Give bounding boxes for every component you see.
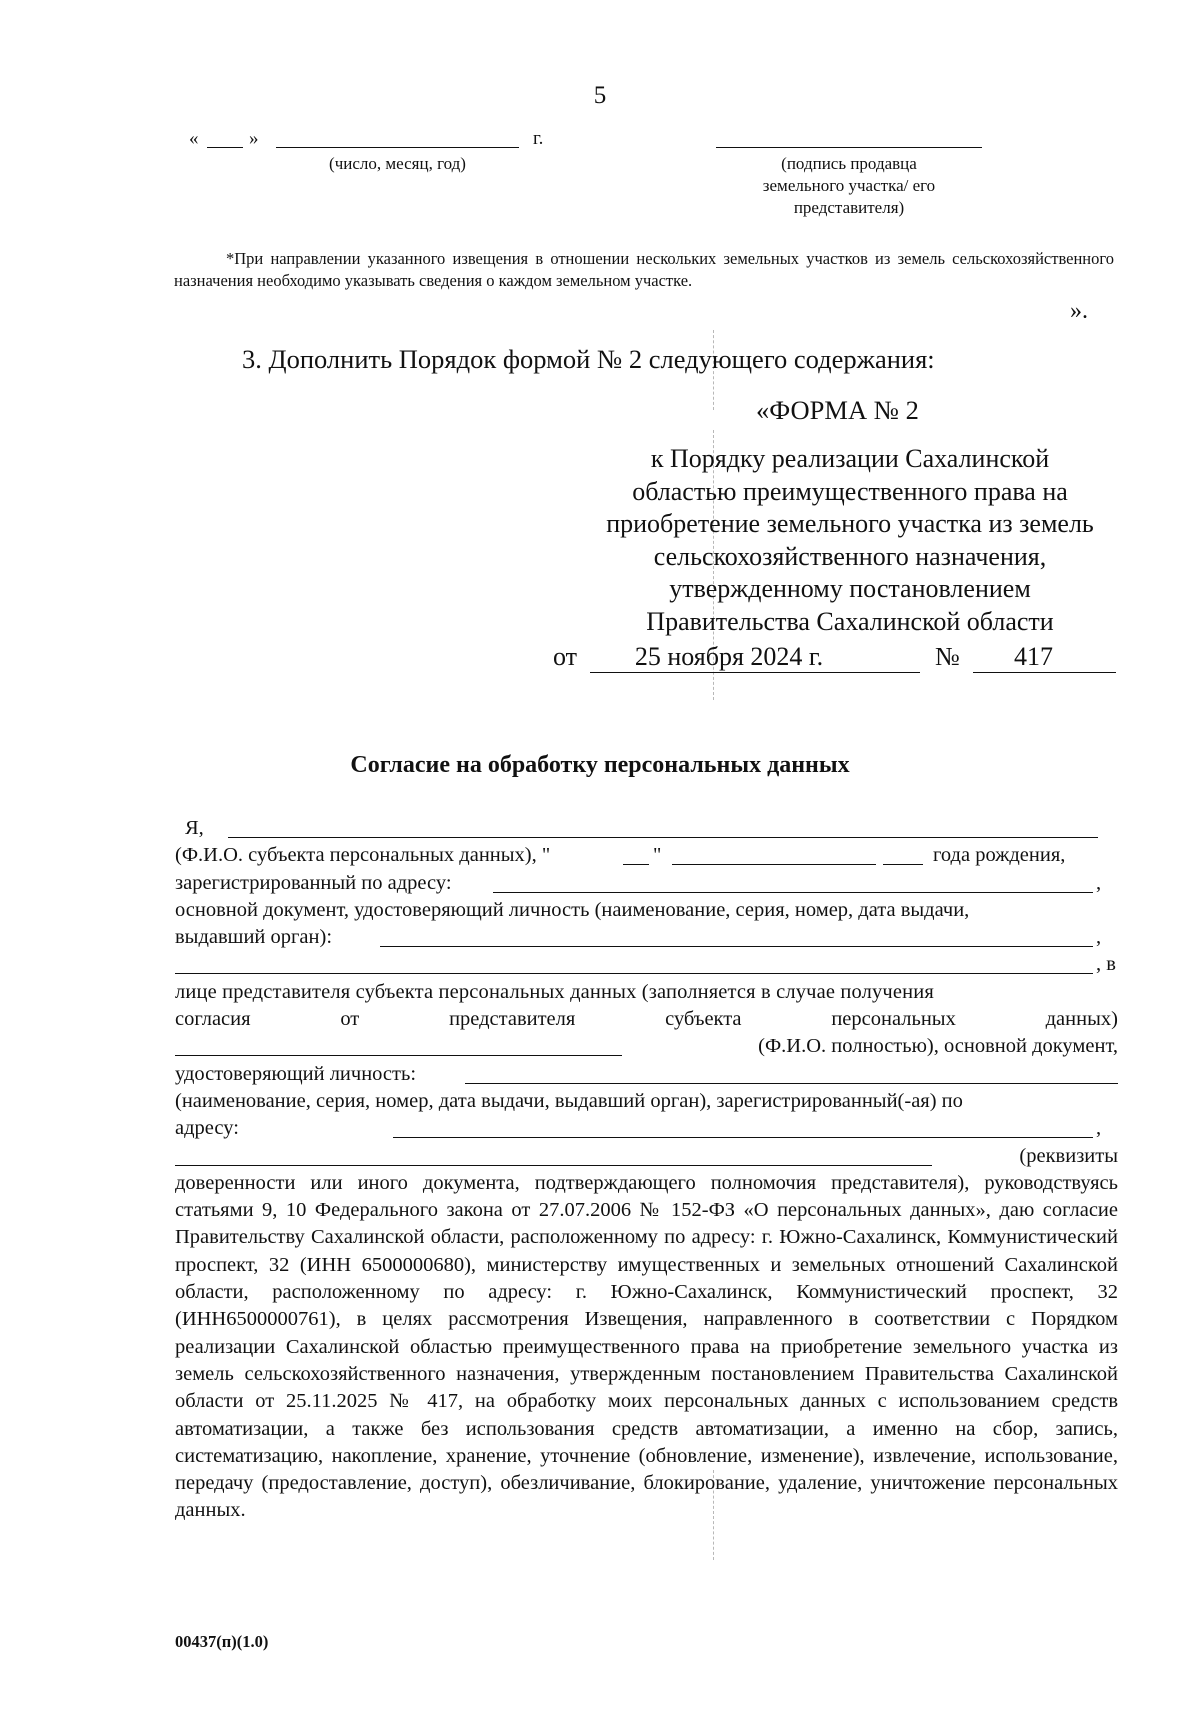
decree-number-underline <box>973 672 1116 673</box>
rep-word: персональных <box>831 1008 956 1031</box>
decree-date: 25 ноября 2024 г. <box>634 642 824 671</box>
birth-label: года рождения, <box>933 844 1066 867</box>
seller-caption: (подпись продавца земельного участка/ его представителя) <box>762 154 936 217</box>
form-title: «ФОРМА № 2 <box>756 395 919 425</box>
form-row-issuer <box>175 924 1118 951</box>
year-suffix: г. <box>533 128 544 149</box>
month-year-blank <box>276 147 519 148</box>
document-code: 00437(п)(1.0) <box>175 1632 269 1651</box>
form-row-document <box>175 897 1118 924</box>
rep-word: от <box>340 1008 360 1031</box>
decree-number-label: № <box>935 642 960 671</box>
rep-line-3: (Ф.И.О. полностью), основной документ, <box>758 1035 1118 1058</box>
representative-address-field[interactable] <box>393 1119 1093 1138</box>
form-row-rep2 <box>175 1006 1118 1033</box>
decree-from-label: от <box>553 642 578 671</box>
birth-year-field[interactable] <box>883 846 923 865</box>
form-row-name <box>175 815 1118 842</box>
birth-month-field[interactable] <box>672 846 876 865</box>
name-field[interactable] <box>228 819 1098 838</box>
fio-quote-close: " <box>653 844 662 867</box>
address-label: адресу: <box>175 1117 239 1140</box>
rep-word: данных) <box>1045 1008 1118 1031</box>
consent-paragraph: доверенности или иного документа, подтверждающего полномочия представителя), руководствуясь статьями 9, 10 Федерального закона от 27.07.2006 № 152-ФЗ «О персональных данных», даю согласие Правительству Сахалинской области, расположенному по адресу: г. Южно-Сахалинск, Коммунистический проспект, 32 (ИНН 6500000680), министерству имущественных и земельных отношений Сахалинской области, расположенному по адресу: г. Южно-Сахалинск, Коммунистический проспект, 32 (ИНН6500000761), в целях рассмотрения Извещения, направленного в соответствии с Порядком реализации Сахалинской областью преимущественного права на приобретение земельного участка из земель сельскохозяйственного назначения, утвержденным постановлением Правительства Сахалинской области от 25.11.2025 № 417, на обработку моих персональных данных с использованием средств автоматизации, а также без использования средств автоматизации, а именно на сбор, запись, систематизацию, накопление, хранение, уточнение (обновление, изменение), извлечение, использование, передачу (предоставление, доступ), обезличивание, блокирование, удаление, уничтожение персональных данных. <box>175 1171 1118 1522</box>
form-subtitle: к Порядку реализации Сахалинской областью преимущественного права на приобретение земельного участка из земель сельскохозяйственного назначения, утвержденному постановлением Правительства Сахалинской области <box>606 444 1094 636</box>
closing-quote: ». <box>1070 298 1088 324</box>
form-row-rep1 <box>175 979 1118 1006</box>
decree-date-underline <box>590 672 920 673</box>
document-continuation-field[interactable] <box>175 955 1093 974</box>
footnote: *При направлении указанного извещения в отношении нескольких земельных участков из земель сельскохозяйственного назначения необходимо указывать сведения о каждом земельном участке. <box>174 249 1114 290</box>
amendment-item-3: 3. Дополнить Порядок формой № 2 следующего содержания: <box>242 344 935 374</box>
seller-signature-blank <box>716 147 982 148</box>
page-number: 5 <box>593 82 607 109</box>
rep-line-5: (наименование, серия, номер, дата выдачи, выдавший орган), зарегистрированный(-ая) по <box>175 1089 963 1112</box>
registered-label: зарегистрированный по адресу: <box>175 871 452 894</box>
rep-word: субъекта <box>665 1008 742 1031</box>
form-row-id <box>175 1061 1118 1088</box>
rep-word: представителя <box>449 1008 576 1031</box>
form-row-continue <box>175 951 1118 978</box>
comma: , <box>1096 1117 1102 1140</box>
rep-line-1: лице представителя субъекта персональных данных (заполняется в случае получения <box>175 980 934 1003</box>
form-row-birth <box>175 842 1118 869</box>
id-label: удостоверяющий личность: <box>175 1062 417 1085</box>
comma: , <box>1096 871 1102 894</box>
rep-word: согласия <box>175 1008 251 1031</box>
decree-number: 417 <box>1014 642 1053 671</box>
form-row-address <box>175 870 1118 897</box>
ya-label: Я, <box>185 817 204 839</box>
decree-reference <box>0 642 1200 682</box>
form-row-rep-address <box>175 1115 1118 1142</box>
fio-label: (Ф.И.О. субъекта персональных данных), " <box>175 844 551 867</box>
registered-address-field[interactable] <box>493 874 1093 893</box>
quote-open: « <box>189 128 199 149</box>
representative-name-field[interactable] <box>175 1037 622 1056</box>
consent-form <box>175 815 1118 1525</box>
document-label: основной документ, удостоверяющий личность (наименование, серия, номер, дата выдачи, <box>175 898 970 921</box>
requisites-label: (реквизиты <box>1019 1144 1118 1167</box>
consent-heading: Согласие на обработку персональных данных <box>350 752 850 778</box>
quote-close: » <box>249 128 259 149</box>
issuer-label: выдавший орган): <box>175 926 333 949</box>
comma: , <box>1096 926 1102 949</box>
issuer-field[interactable] <box>380 928 1093 947</box>
representative-id-field[interactable] <box>465 1065 1118 1084</box>
form-row-rep3 <box>175 1033 1118 1060</box>
day-blank <box>207 147 243 148</box>
power-of-attorney-field[interactable] <box>175 1147 932 1166</box>
birth-day-field[interactable] <box>623 846 649 865</box>
v-label: , в <box>1096 953 1116 976</box>
signature-block <box>0 125 1200 225</box>
date-caption: (число, месяц, год) <box>329 154 466 173</box>
form-row-requisites <box>175 1143 1118 1170</box>
form-row-rep5 <box>175 1088 1118 1115</box>
